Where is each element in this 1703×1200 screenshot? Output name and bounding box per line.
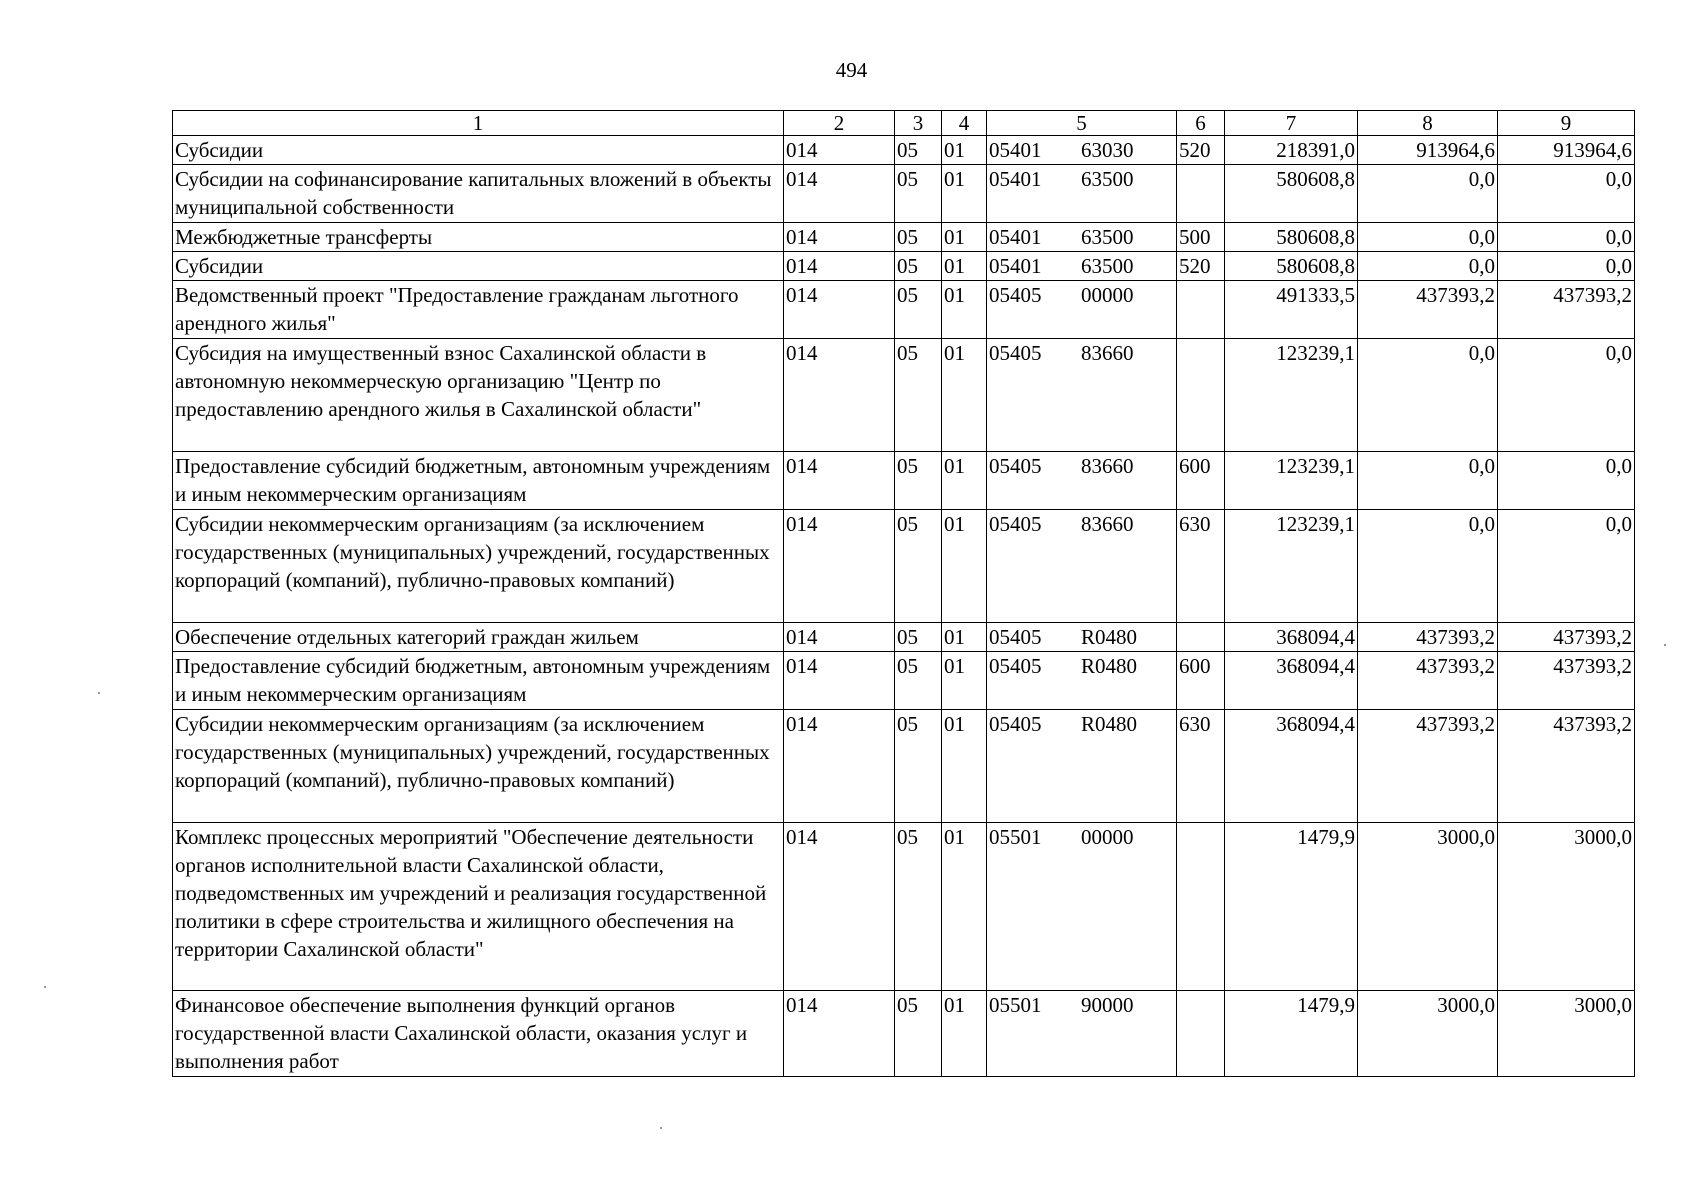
target-article-code [987, 823, 1177, 991]
amount-col8: 437393,2 [1358, 710, 1498, 823]
ministry-code: 014 [784, 281, 895, 339]
table-row [173, 223, 1635, 252]
table-row [173, 991, 1635, 1077]
header-cell: 2 [784, 111, 895, 136]
direction-code: 83660 [1081, 512, 1134, 536]
program-code: 05401 [989, 225, 1042, 249]
scan-speckle [98, 692, 100, 694]
header-cell: 8 [1358, 111, 1498, 136]
table-row [173, 136, 1635, 165]
direction-code: 63500 [1081, 167, 1134, 191]
amount-col7: 123239,1 [1225, 510, 1358, 623]
row-name: Субсидии [173, 136, 784, 165]
subsection-code: 01 [942, 452, 987, 510]
row-name: Предоставление субсидий бюджетным, автономным учреждениям и иным некоммерческим организациям [173, 452, 784, 510]
amount-col8: 0,0 [1358, 510, 1498, 623]
amount-col7: 1479,9 [1225, 823, 1358, 991]
table-row [173, 710, 1635, 823]
amount-col9: 0,0 [1498, 339, 1635, 452]
table-row [173, 339, 1635, 452]
amount-col9: 0,0 [1498, 223, 1635, 252]
row-name: Субсидии некоммерческим организациям (за исключением государственных (муниципальных) учреждений, государственных корпораций (компаний), публично-правовых компаний) [173, 510, 784, 623]
row-name: Субсидии на софинансирование капитальных вложений в объекты муниципальной собственности [173, 165, 784, 223]
subsection-code: 01 [942, 223, 987, 252]
row-name: Межбюджетные трансферты [173, 223, 784, 252]
program-code: 05401 [989, 138, 1042, 162]
target-article-code [987, 281, 1177, 339]
subsection-code: 01 [942, 652, 987, 710]
subsection-code: 01 [942, 710, 987, 823]
header-cell: 9 [1498, 111, 1635, 136]
header-cell: 4 [942, 111, 987, 136]
scan-speckle [44, 986, 46, 988]
table-row [173, 652, 1635, 710]
expense-type-code: 520 [1177, 252, 1225, 281]
amount-col9: 3000,0 [1498, 823, 1635, 991]
target-article-code [987, 652, 1177, 710]
expense-type-code [1177, 623, 1225, 652]
section-code: 05 [895, 252, 942, 281]
direction-code: 63500 [1081, 225, 1134, 249]
direction-code: 63500 [1081, 254, 1134, 278]
row-name: Субсидии некоммерческим организациям (за исключением государственных (муниципальных) учреждений, государственных корпораций (компаний), публично-правовых компаний) [173, 710, 784, 823]
target-article-code [987, 991, 1177, 1077]
header-cell: 6 [1177, 111, 1225, 136]
ministry-code: 014 [784, 252, 895, 281]
row-name: Финансовое обеспечение выполнения функций органов государственной власти Сахалинской области, оказания услуг и выполнения работ [173, 991, 784, 1077]
ministry-code: 014 [784, 710, 895, 823]
amount-col7: 368094,4 [1225, 710, 1358, 823]
budget-table [172, 110, 1635, 1077]
section-code: 05 [895, 136, 942, 165]
row-name: Предоставление субсидий бюджетным, автономным учреждениям и иным некоммерческим организациям [173, 652, 784, 710]
expense-type-code: 600 [1177, 452, 1225, 510]
header-cell: 3 [895, 111, 942, 136]
amount-col8: 0,0 [1358, 165, 1498, 223]
expense-type-code: 520 [1177, 136, 1225, 165]
ministry-code: 014 [784, 991, 895, 1077]
target-article-code [987, 452, 1177, 510]
section-code: 05 [895, 710, 942, 823]
section-code: 05 [895, 623, 942, 652]
direction-code: 83660 [1081, 454, 1134, 478]
program-code: 05401 [989, 167, 1042, 191]
section-code: 05 [895, 452, 942, 510]
amount-col8: 0,0 [1358, 452, 1498, 510]
target-article-code [987, 136, 1177, 165]
table-body [173, 136, 1635, 1077]
ministry-code: 014 [784, 823, 895, 991]
table-row [173, 452, 1635, 510]
ministry-code: 014 [784, 223, 895, 252]
target-article-code [987, 252, 1177, 281]
amount-col9: 3000,0 [1498, 991, 1635, 1077]
subsection-code: 01 [942, 510, 987, 623]
subsection-code: 01 [942, 823, 987, 991]
amount-col8: 0,0 [1358, 223, 1498, 252]
amount-col8: 0,0 [1358, 339, 1498, 452]
expense-type-code: 630 [1177, 710, 1225, 823]
amount-col8: 3000,0 [1358, 823, 1498, 991]
direction-code: R0480 [1081, 654, 1138, 678]
amount-col7: 580608,8 [1225, 165, 1358, 223]
section-code: 05 [895, 339, 942, 452]
expense-type-code [1177, 991, 1225, 1077]
amount-col8: 0,0 [1358, 252, 1498, 281]
program-code: 05501 [989, 825, 1042, 849]
table-row [173, 281, 1635, 339]
amount-col7: 580608,8 [1225, 252, 1358, 281]
amount-col9: 437393,2 [1498, 652, 1635, 710]
program-code: 05405 [989, 654, 1042, 678]
scan-speckle [660, 1127, 662, 1129]
subsection-code: 01 [942, 339, 987, 452]
section-code: 05 [895, 510, 942, 623]
expense-type-code: 600 [1177, 652, 1225, 710]
direction-code: R0480 [1081, 625, 1138, 649]
amount-col8: 437393,2 [1358, 652, 1498, 710]
amount-col9: 437393,2 [1498, 623, 1635, 652]
expense-type-code [1177, 823, 1225, 991]
target-article-code [987, 623, 1177, 652]
section-code: 05 [895, 823, 942, 991]
section-code: 05 [895, 165, 942, 223]
program-code: 05405 [989, 283, 1042, 307]
program-code: 05501 [989, 993, 1042, 1017]
subsection-code: 01 [942, 165, 987, 223]
section-code: 05 [895, 991, 942, 1077]
amount-col8: 913964,6 [1358, 136, 1498, 165]
ministry-code: 014 [784, 165, 895, 223]
amount-col9: 0,0 [1498, 165, 1635, 223]
ministry-code: 014 [784, 339, 895, 452]
amount-col7: 1479,9 [1225, 991, 1358, 1077]
target-article-code [987, 510, 1177, 623]
ministry-code: 014 [784, 452, 895, 510]
target-article-code [987, 165, 1177, 223]
section-code: 05 [895, 281, 942, 339]
subsection-code: 01 [942, 136, 987, 165]
row-name: Обеспечение отдельных категорий граждан жильем [173, 623, 784, 652]
amount-col7: 123239,1 [1225, 452, 1358, 510]
expense-type-code: 500 [1177, 223, 1225, 252]
header-cell: 1 [173, 111, 784, 136]
header-row [173, 111, 1635, 136]
direction-code: 63030 [1081, 138, 1134, 162]
amount-col7: 580608,8 [1225, 223, 1358, 252]
expense-type-code [1177, 281, 1225, 339]
table-row [173, 165, 1635, 223]
subsection-code: 01 [942, 281, 987, 339]
target-article-code [987, 223, 1177, 252]
row-name: Ведомственный проект "Предоставление гражданам льготного арендного жилья" [173, 281, 784, 339]
subsection-code: 01 [942, 623, 987, 652]
direction-code: R0480 [1081, 712, 1138, 736]
amount-col7: 491333,5 [1225, 281, 1358, 339]
subsection-code: 01 [942, 991, 987, 1077]
ministry-code: 014 [784, 652, 895, 710]
table-row [173, 252, 1635, 281]
program-code: 05405 [989, 341, 1042, 365]
expense-type-code [1177, 339, 1225, 452]
program-code: 05405 [989, 454, 1042, 478]
table-row [173, 510, 1635, 623]
table-row [173, 623, 1635, 652]
header-cell: 5 [987, 111, 1177, 136]
amount-col9: 0,0 [1498, 510, 1635, 623]
program-code: 05405 [989, 512, 1042, 536]
row-name: Субсидия на имущественный взнос Сахалинской области в автономную некоммерческую организацию "Центр по предоставлению арендного жилья в Сахалинской области" [173, 339, 784, 452]
page-number: 494 [835, 58, 868, 82]
ministry-code: 014 [784, 510, 895, 623]
scan-speckle [1664, 644, 1666, 646]
direction-code: 00000 [1081, 283, 1134, 307]
direction-code: 83660 [1081, 341, 1134, 365]
amount-col9: 913964,6 [1498, 136, 1635, 165]
amount-col8: 437393,2 [1358, 281, 1498, 339]
program-code: 05405 [989, 625, 1042, 649]
section-code: 05 [895, 223, 942, 252]
direction-code: 00000 [1081, 825, 1134, 849]
amount-col9: 437393,2 [1498, 710, 1635, 823]
amount-col9: 437393,2 [1498, 281, 1635, 339]
row-name: Комплекс процессных мероприятий "Обеспечение деятельности органов исполнительной власти Сахалинской области, подведомственных им учреждений и реализация государственной политики в сфере строительства и жилищного обеспечения на территории Сахалинской области" [173, 823, 784, 991]
target-article-code [987, 710, 1177, 823]
amount-col7: 123239,1 [1225, 339, 1358, 452]
target-article-code [987, 339, 1177, 452]
amount-col7: 368094,4 [1225, 652, 1358, 710]
amount-col8: 437393,2 [1358, 623, 1498, 652]
amount-col7: 368094,4 [1225, 623, 1358, 652]
direction-code: 90000 [1081, 993, 1134, 1017]
ministry-code: 014 [784, 623, 895, 652]
program-code: 05401 [989, 254, 1042, 278]
row-name: Субсидии [173, 252, 784, 281]
section-code: 05 [895, 652, 942, 710]
amount-col8: 3000,0 [1358, 991, 1498, 1077]
expense-type-code: 630 [1177, 510, 1225, 623]
amount-col9: 0,0 [1498, 252, 1635, 281]
program-code: 05405 [989, 712, 1042, 736]
ministry-code: 014 [784, 136, 895, 165]
expense-type-code [1177, 165, 1225, 223]
amount-col7: 218391,0 [1225, 136, 1358, 165]
amount-col9: 0,0 [1498, 452, 1635, 510]
table-row [173, 823, 1635, 991]
header-cell: 7 [1225, 111, 1358, 136]
subsection-code: 01 [942, 252, 987, 281]
